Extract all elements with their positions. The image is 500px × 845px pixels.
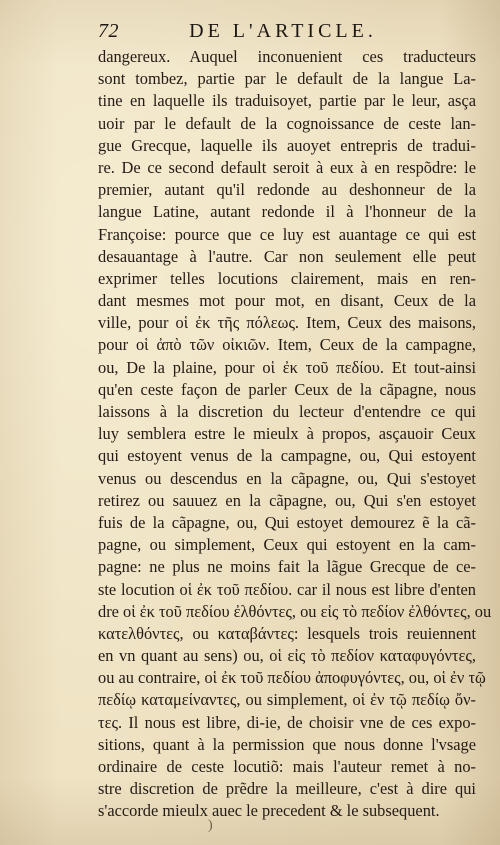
- text-line: premier, autant qu'il redonde au deshonneur de la: [98, 180, 476, 200]
- running-head: DE L'ARTICLE.: [189, 20, 377, 42]
- text-line: exprimer telles locutions clairement, mais en ren-: [98, 268, 476, 288]
- text-line: langue Latine, autant redonde il à l'honneur de la: [98, 202, 476, 222]
- text-line: πεδίῳ καταμείναντες, ou simplement, οἱ ἐν τῷ πεδίῳ ὄν-: [98, 690, 476, 710]
- text-line: ou au contraire, οἱ ἐκ τοῦ πεδίου ἀποφυγόντες, ou, οἱ ἐν τῷ: [98, 668, 486, 688]
- page-header: [98, 20, 468, 46]
- text-line: qui estoyent venus de la campagne, ou, Qui estoyent: [98, 446, 476, 466]
- text-line: laissons à la discretion du lecteur d'entendre ce qui: [98, 402, 476, 421]
- text-line: s'accorde mieulx auec le precedent & le subsequent.: [98, 801, 440, 821]
- text-line: uoir par le default de la cognoissance de ceste lan-: [98, 113, 476, 133]
- page-number: 72: [98, 20, 119, 42]
- text-line: gue Grecque, laquelle ils auoyet entrepris de tradui-: [98, 135, 476, 155]
- text-line: κατελθόντες, ou καταβάντες: lesquels trois reuiennent: [98, 623, 476, 643]
- text-line: ou, De la plaine, pour οἱ ἐκ τοῦ πεδίου. Et tout-ainsi: [98, 357, 476, 377]
- text-line: dangereux. Auquel inconuenient ces traducteurs: [98, 47, 476, 66]
- text-line: venus ou descendus en la cãpagne, ou, Qui s'estoyet: [98, 468, 476, 488]
- text-line: pagne: ne plus ne moins fait la lãgue Grecque de ce-: [98, 557, 476, 577]
- text-line: stre discretion de prẽdre la meilleure, c'est à dire qui: [98, 779, 476, 799]
- bottom-mark: ): [208, 818, 213, 833]
- text-line: ville, pour οἱ ἐκ τῆς πόλεως. Item, Ceux des maisons,: [98, 313, 476, 333]
- text-line: pour οἱ ἀπὸ τῶν οἰκιῶν. Item, Ceux de la campagne,: [98, 335, 476, 355]
- text-line: ste locution οἱ ἐκ τοῦ πεδίου. car il nous est libre d'enten: [98, 579, 476, 599]
- text-line: Françoise: pource que ce luy est auantage ce qui est: [98, 224, 476, 244]
- text-line: retirez ou sauuez en la cãpagne, ou, Qui s'en estoyet: [98, 490, 476, 510]
- text-line: qu'en ceste façon de parler Ceux de la cãpagne, nous: [98, 379, 476, 399]
- text-line: sont tombez, partie par le default de la langue La-: [98, 69, 476, 89]
- text-line: dre οἱ ἐκ τοῦ πεδίου ἐλθόντες, ou εἰς τὸ πεδίον ἐλθόντες, ou: [98, 601, 492, 621]
- body-text: [98, 46, 492, 823]
- text-line: tine en laquelle ils traduisoyet, partie par le leur, asça: [98, 91, 476, 111]
- text-line: desauantage à l'autre. Car non seulement elle peut: [98, 246, 476, 266]
- text-line: dant mesmes mot pour mot, en disant, Ceux de la: [98, 291, 476, 311]
- text-line: ordinaire de ceste locutiõ: mais l'auteur remet à no-: [98, 757, 476, 776]
- text-line: luy semblera estre le mieulx à propos, asçauoir Ceux: [98, 424, 476, 444]
- text-line: fuis de la cãpagne, ou, Qui estoyet demourez ẽ la cã-: [98, 512, 476, 532]
- text-line: sitions, quant à la permission que nous donne l'vsage: [98, 734, 476, 754]
- text-line: en vn quant au sens) ou, οἱ εἰς τὸ πεδίον καταφυγόντες,: [98, 646, 476, 666]
- text-line: pagne, ou simplement, Ceux qui estoyent en la cam-: [98, 535, 476, 555]
- text-line: re. De ce second default seroit à eux à en respõdre: le: [98, 157, 476, 177]
- text-line: τες. Il nous est libre, di-ie, de choisir vne de ces expo-: [98, 712, 476, 732]
